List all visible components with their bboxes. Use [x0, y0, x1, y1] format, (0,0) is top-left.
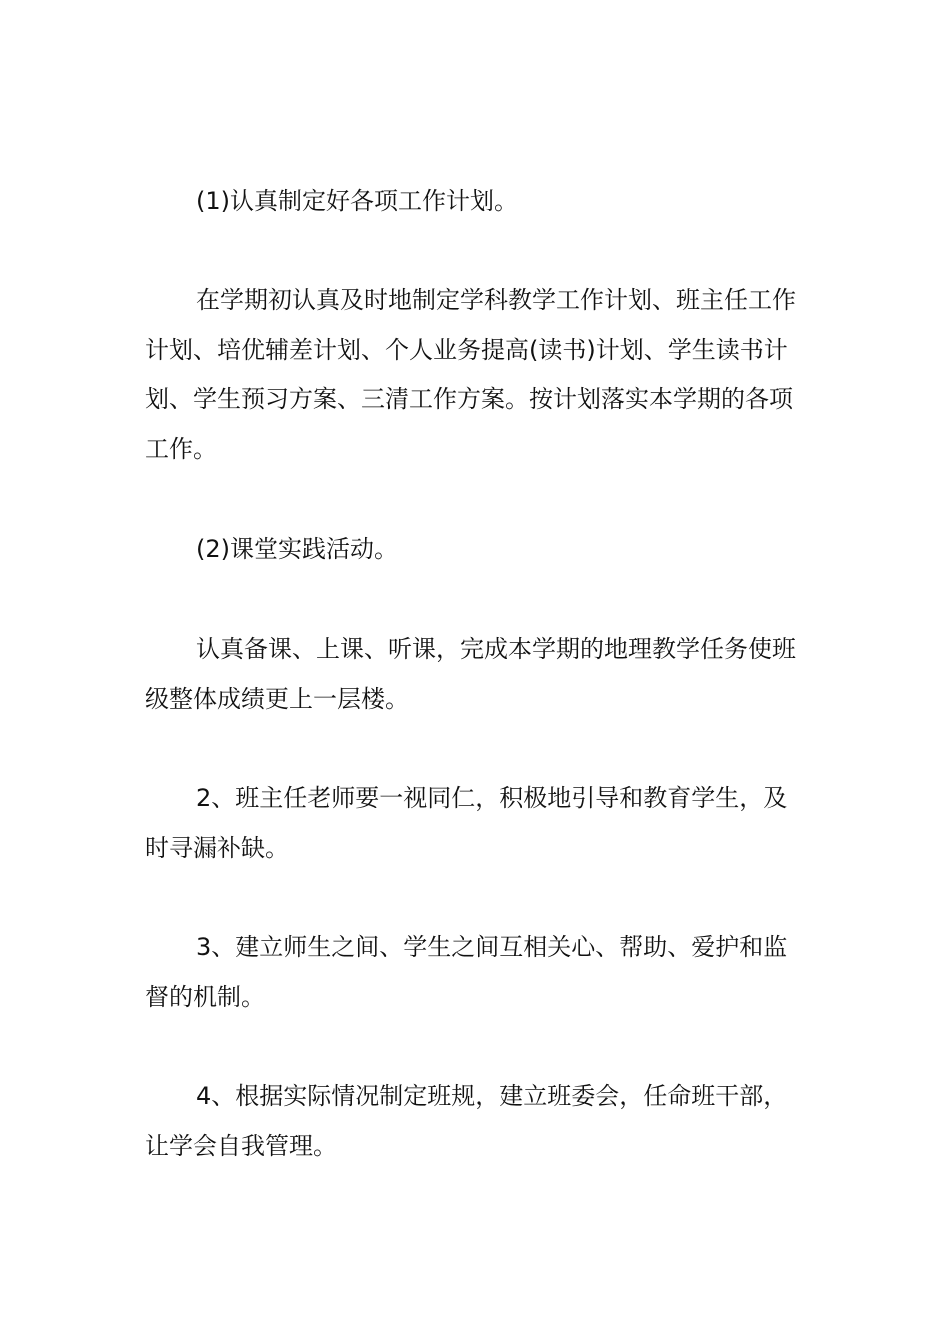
paragraph-classroom-body: 认真备课、上课、听课，完成本学期的地理教学任务使班级整体成绩更上一层楼。 — [145, 635, 796, 713]
paragraph-item-4: 4、根据实际情况制定班规，建立班委会，任命班干部，让学会自我管理。 — [145, 1082, 788, 1160]
paragraph-item-2: 2、班主任老师要一视同仁，积极地引导和教育学生，及时寻漏补缺。 — [145, 784, 788, 862]
paragraph-work-plan-body: 在学期初认真及时地制定学科教学工作计划、班主任工作计划、培优辅差计划、个人业务提高(读书)计划、学生读书计划、学生预习方案、三清工作方案。按计划落实本学期的各项工作。 — [145, 286, 796, 464]
paragraph-item-3: 3、建立师生之间、学生之间互相关心、帮助、爱护和监督的机制。 — [145, 933, 788, 1011]
paragraph-work-plan-heading: (1)认真制定好各项工作计划。 — [196, 187, 518, 215]
paragraph-classroom-heading: (2)课堂实践活动。 — [196, 535, 398, 563]
